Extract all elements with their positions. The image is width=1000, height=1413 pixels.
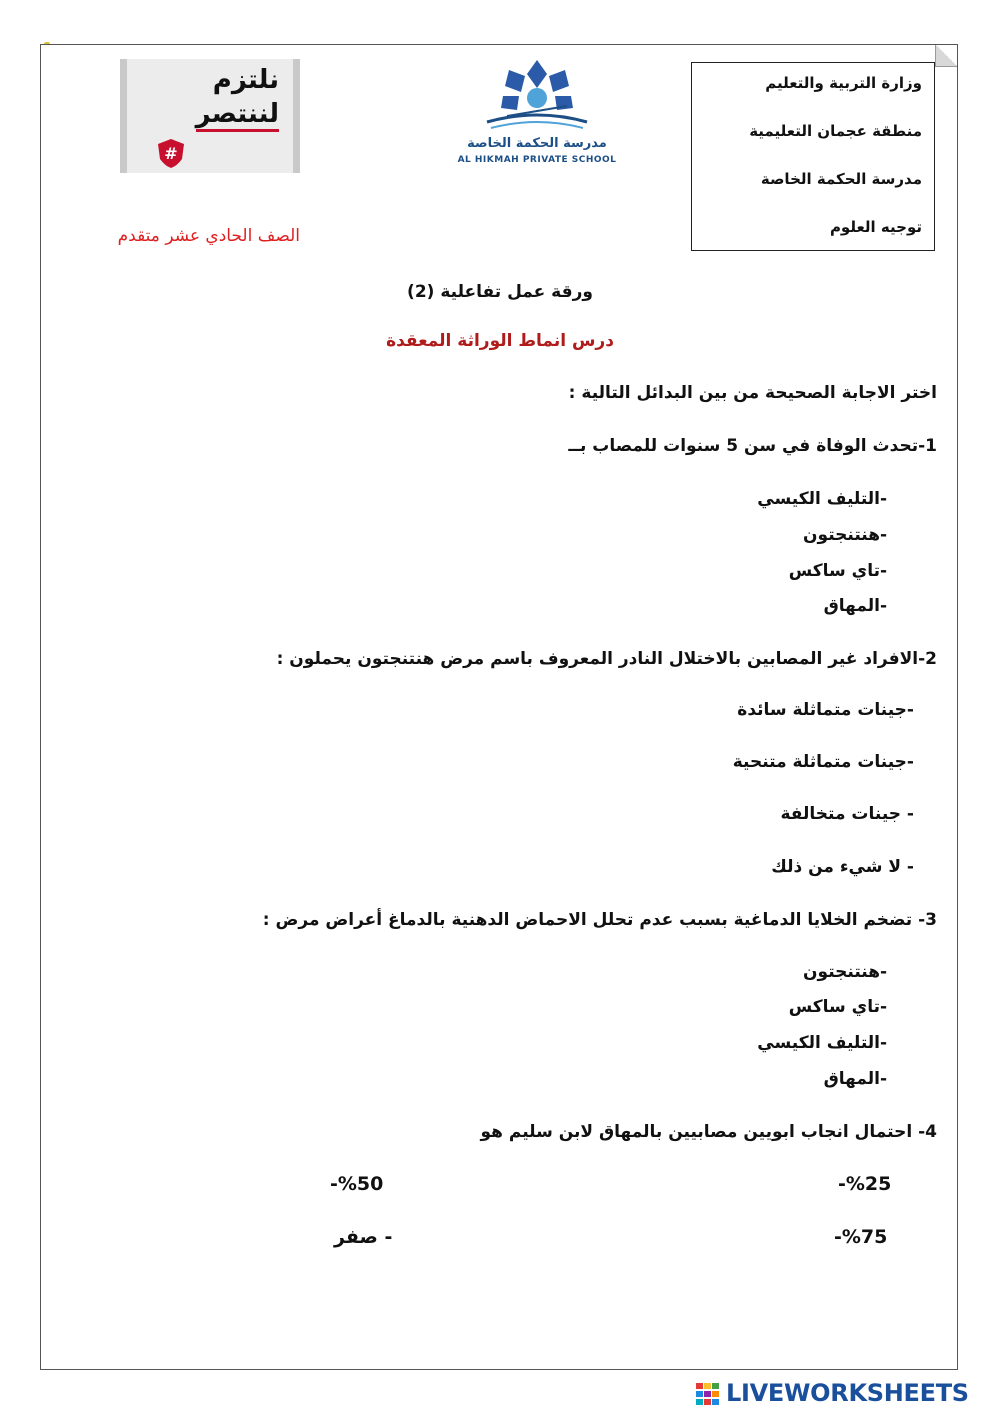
grade-label: الصف الحادي عشر متقدم [117, 226, 300, 246]
hash-symbol: # [164, 144, 178, 163]
q4-option-25[interactable]: %25- [838, 1173, 892, 1195]
q4-option-75[interactable]: %75- [834, 1226, 888, 1248]
question-2: 2-الافراد غير المصابين بالاختلال النادر المعروف باسم مرض هنتنجتون يحملون : [276, 649, 937, 669]
q4-option-50[interactable]: %50- [330, 1173, 384, 1195]
q3-option-4[interactable]: -المهاق [823, 1069, 888, 1089]
liveworksheets-brand[interactable] [696, 1379, 996, 1409]
slogan-badge [120, 59, 300, 173]
lesson-title: درس انماط الوراثة المعقدة [386, 331, 614, 351]
q1-option-3[interactable]: -تاي ساكس [788, 561, 888, 581]
q2-option-4[interactable]: - لا شيء من ذلك [771, 857, 914, 877]
school-name-english: AL HIKMAH PRIVATE SCHOOL [457, 155, 617, 165]
question-1: 1-تحدث الوفاة في سن 5 سنوات للمصاب بــ [568, 436, 937, 456]
q1-option-2[interactable]: -هنتنجتون [803, 525, 888, 545]
q3-option-2[interactable]: -تاي ساكس [788, 997, 888, 1017]
slogan-line-2: لننتصر [196, 99, 279, 132]
instruction-text: اختر الاجابة الصحيحة من بين البدائل التالية : [568, 383, 937, 403]
page-fold-corner [935, 45, 957, 67]
school-line: مدرسة الحكمة الخاصة [760, 170, 922, 188]
q1-option-4[interactable]: -المهاق [823, 596, 888, 616]
school-emblem-icon [447, 56, 627, 138]
q2-option-2[interactable]: -جينات متماثلة متنحية [732, 752, 914, 772]
department-line: توجيه العلوم [829, 218, 922, 236]
q2-option-1[interactable]: -جينات متماثلة سائدة [737, 700, 914, 720]
q2-option-3[interactable]: - جينات متخالفة [780, 804, 914, 824]
school-logo [447, 56, 627, 176]
school-name-arabic: مدرسة الحكمة الخاصة [467, 136, 607, 151]
question-3: 3- تضخم الخلايا الدماغية بسبب عدم تحلل الاحماض الدهنية بالدماغ أعراض مرض : [262, 910, 937, 930]
header-info-box [691, 62, 935, 251]
ministry-line: وزارة التربية والتعليم [765, 74, 922, 92]
q3-option-3[interactable]: -التليف الكيسي [757, 1033, 888, 1053]
question-4: 4- احتمال انجاب ابويين مصابيين بالمهاق لابن سليم هو [480, 1122, 937, 1142]
q4-option-zero[interactable]: - صفر [334, 1226, 393, 1248]
liveworksheets-logo-icon [696, 1383, 720, 1405]
worksheet-title: ورقة عمل تفاعلية (2) [407, 282, 593, 302]
shield-hash-icon [155, 137, 187, 169]
q1-option-1[interactable]: -التليف الكيسي [757, 489, 888, 509]
region-line: منطقة عجمان التعليمية [749, 122, 922, 140]
brand-name: LIVEWORKSHEETS [726, 1379, 969, 1407]
q3-option-1[interactable]: -هنتنجتون [803, 962, 888, 982]
slogan-line-1: نلتزم [212, 65, 279, 95]
